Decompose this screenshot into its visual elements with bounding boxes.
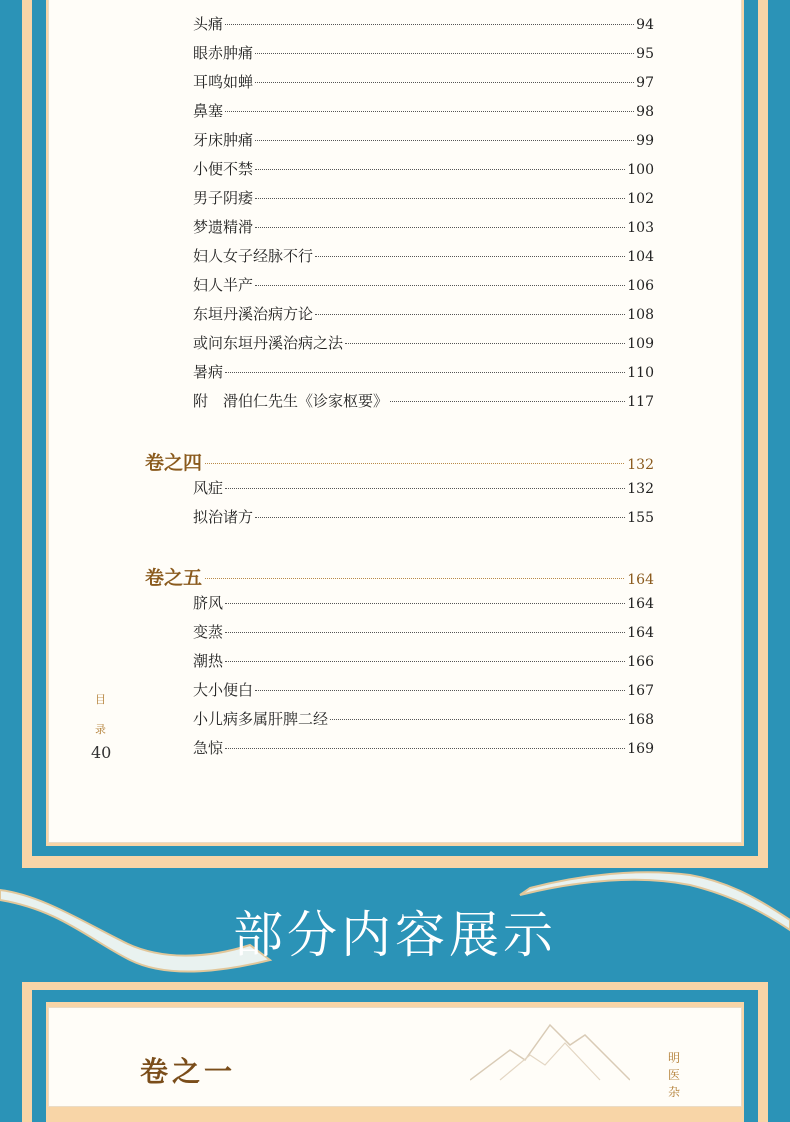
toc-entry[interactable]: 梦遗精滑 103 <box>193 218 654 236</box>
side-label-lu: 录 <box>95 723 106 736</box>
side-vertical-text: 明 医 杂 <box>668 1051 681 1099</box>
toc-entry[interactable]: 妇人女子经脉不行 104 <box>193 247 654 265</box>
toc-entry[interactable]: 脐风 164 <box>193 594 654 612</box>
page-number: 40 <box>91 743 112 762</box>
toc-entry[interactable]: 小儿病多属肝脾二经 168 <box>193 710 654 728</box>
toc-entry[interactable]: 妇人半产 106 <box>193 276 654 294</box>
toc-entry[interactable]: 小便不禁 100 <box>193 160 654 178</box>
toc-entry[interactable]: 变蒸 164 <box>193 623 654 641</box>
toc-entry[interactable]: 耳鸣如蝉 97 <box>193 73 654 91</box>
toc-entry[interactable]: 附 滑伯仁先生《诊家枢要》 117 <box>193 392 654 410</box>
section-banner: 部分内容展示 <box>233 906 557 964</box>
toc-entry[interactable]: 男子阴痿 102 <box>193 189 654 207</box>
volume-heading-5[interactable]: 卷之五 164 <box>145 567 654 589</box>
toc-entry[interactable]: 急惊 169 <box>193 739 654 757</box>
side-label-mu: 目 <box>95 693 106 706</box>
toc-entry[interactable]: 潮热 166 <box>193 652 654 670</box>
toc-entry[interactable]: 暑病 110 <box>193 363 654 381</box>
toc-entry[interactable]: 风症 132 <box>193 479 654 497</box>
toc-entry[interactable]: 东垣丹溪治病方论 108 <box>193 305 654 323</box>
chapter-title: 卷之一 <box>140 1055 237 1088</box>
toc-entry[interactable]: 眼赤肿痛 95 <box>193 44 654 62</box>
toc-entry[interactable]: 鼻塞 98 <box>193 102 654 120</box>
mountain-illustration <box>470 1015 630 1085</box>
toc-entry[interactable]: 头痛 94 <box>193 15 654 33</box>
toc-entry[interactable]: 大小便白 167 <box>193 681 654 699</box>
toc-entry[interactable]: 拟治诸方 155 <box>193 508 654 526</box>
toc-entry[interactable]: 牙床肿痛 99 <box>193 131 654 149</box>
volume-heading-4[interactable]: 卷之四 132 <box>145 452 654 474</box>
toc-page <box>48 0 742 843</box>
toc-entry[interactable]: 或问东垣丹溪治病之法 109 <box>193 334 654 352</box>
